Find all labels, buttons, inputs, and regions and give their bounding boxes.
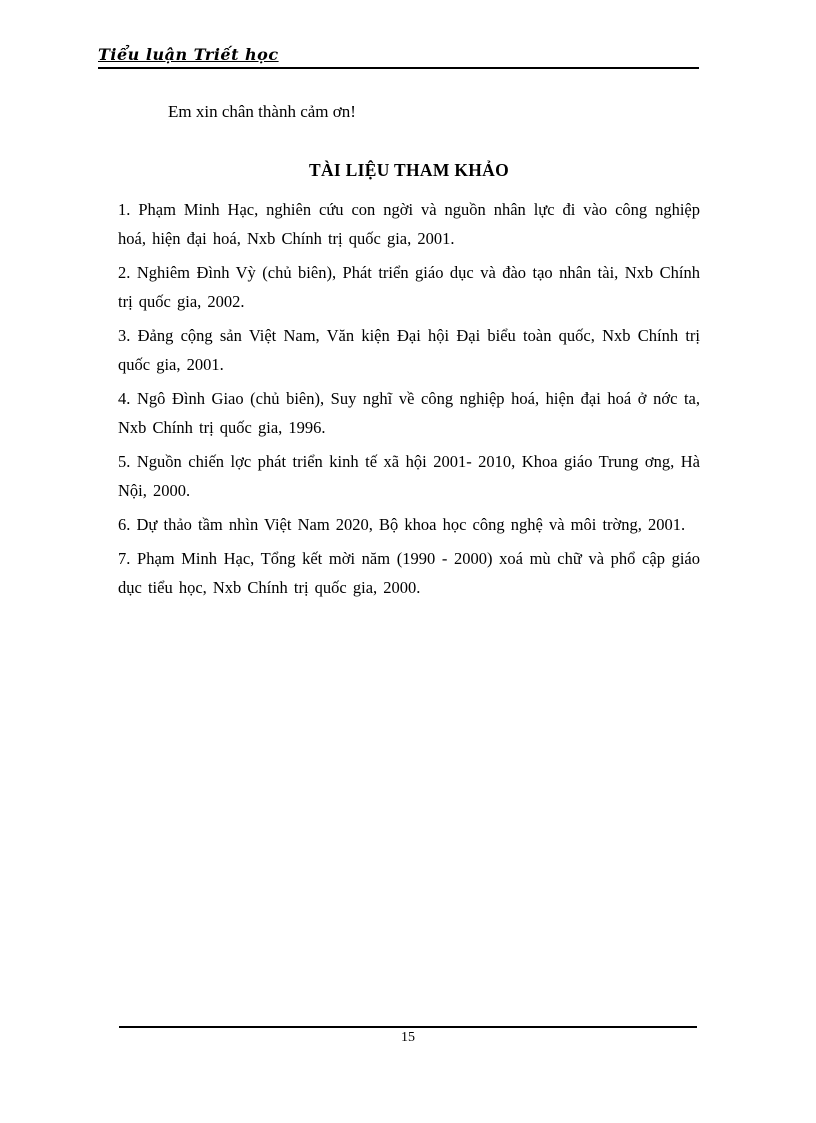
thanks-text: Em xin chân thành cảm ơn! (168, 102, 356, 121)
page-footer (119, 1026, 697, 1047)
page-content (118, 100, 700, 607)
reference-list (118, 195, 700, 602)
reference-item: 5. Nguồn chiến lợc phát triển kinh tế xã hội 2001- 2010, Khoa giáo Trung ơng, Hà Nội, 2000. (118, 452, 700, 500)
reference-item: 4. Ngô Đình Giao (chủ biên), Suy nghĩ về công nghiệp hoá, hiện đại hoá ở nớc ta, Nxb Chính trị quốc gia, 1996. (118, 389, 700, 437)
reference-item: 2. Nghiêm Đình Vỳ (chủ biên), Phát triển giáo dục và đào tạo nhân tài, Nxb Chính trị quốc gia, 2002. (118, 263, 700, 311)
reference-item: 6. Dự thảo tầm nhìn Việt Nam 2020, Bộ khoa học công nghệ và môi trờng, 2001. (118, 515, 686, 534)
reference-item: 7. Phạm Minh Hạc, Tổng kết mời năm (1990 - 2000) xoá mù chữ và phổ cập giáo dục tiểu học, Nxb Chính trị quốc gia, 2000. (118, 549, 700, 597)
reference-item: 3. Đảng cộng sản Việt Nam, Văn kiện Đại hội Đại biểu toàn quốc, Nxb Chính trị quốc gia, 2001. (118, 326, 700, 374)
header-running-title: Tiểu luận Triết học (98, 45, 279, 64)
section-title: TÀI LIỆU THAM KHẢO (308, 160, 510, 180)
page-number: 15 (401, 1030, 415, 1045)
reference-item: 1. Phạm Minh Hạc, nghiên cứu con ngời và nguồn nhân lực đi vào công nghiệp hoá, hiện đại hoá, Nxb Chính trị quốc gia, 2001. (118, 200, 700, 248)
page-header (98, 44, 699, 69)
